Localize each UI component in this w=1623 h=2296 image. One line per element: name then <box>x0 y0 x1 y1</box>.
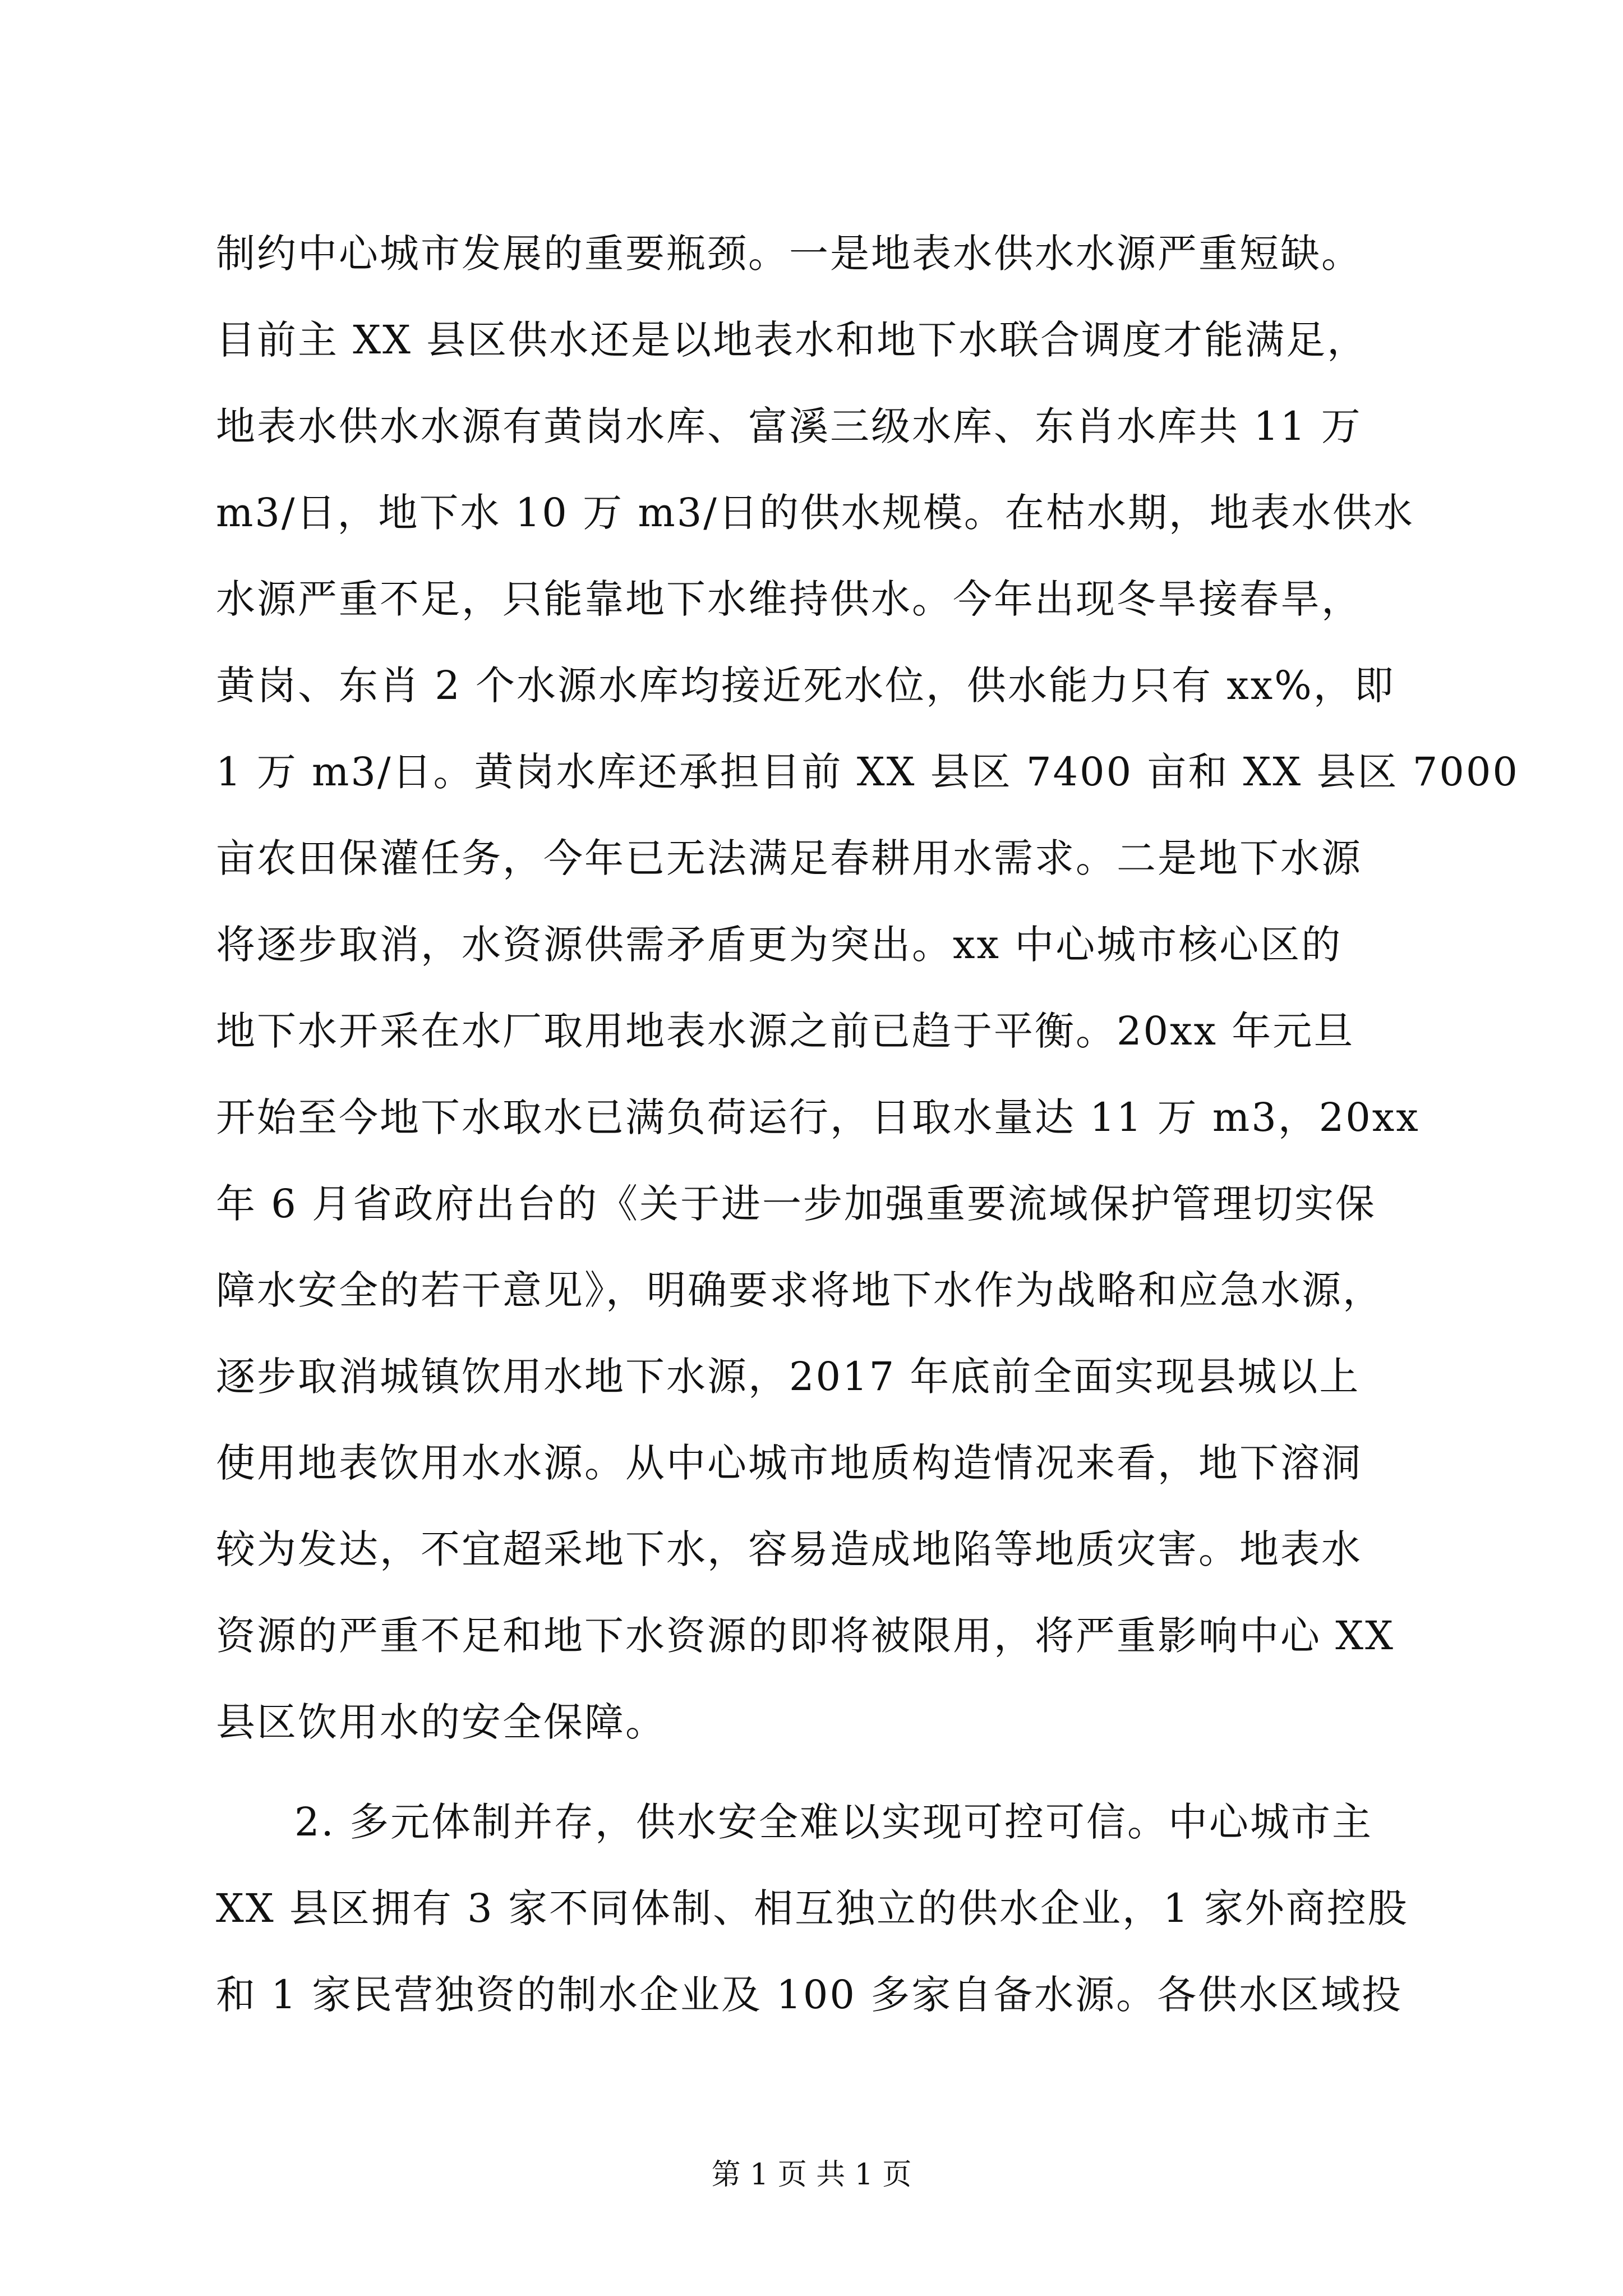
text-line: 年 6 月省政府出台的《关于进一步加强重要流域保护管理切实保 <box>216 1181 1377 1227</box>
paragraph-spacing <box>216 1765 1422 1779</box>
text-line: 1 万 m3/日。黄岗水库还承担目前 XX 县区 7400 亩和 XX 县区 7000 <box>216 749 1519 795</box>
text-line: 县区饮用水的安全保障。 <box>216 1699 666 1745</box>
document-body <box>216 210 1519 2038</box>
text-line: 地表水供水水源有黄岗水库、富溪三级水库、东肖水库共 11 万 <box>216 403 1362 449</box>
text-line: 资源的严重不足和地下水资源的即将被限用，将严重影响中心 XX <box>216 1613 1395 1659</box>
text-line: 地下水开采在水厂取用地表水源之前已趋于平衡。20xx 年元旦 <box>216 1008 1355 1054</box>
text-line: 目前主 XX 县区供水还是以地表水和地下水联合调度才能满足， <box>216 317 1368 363</box>
paragraph-1 <box>216 210 1519 1765</box>
text-line: 亩农田保灌任务，今年已无法满足春耕用水需求。二是地下水源 <box>216 835 1362 881</box>
text-line: m3/日，地下水 10 万 m3/日的供水规模。在枯水期，地表水供水 <box>216 490 1414 536</box>
text-line: 逐步取消城镇饮用水地下水源，2017 年底前全面实现县城以上 <box>216 1354 1361 1400</box>
page-footer <box>0 2155 1623 2194</box>
text-line: 将逐步取消，水资源供需矛盾更为突出。xx 中心城市核心区的 <box>216 922 1343 968</box>
text-line: 障水安全的若干意见》，明确要求将地下水作为战略和应急水源， <box>216 1267 1384 1313</box>
text-line: 开始至今地下水取水已满负荷运行，日取水量达 11 万 m3，20xx <box>216 1094 1420 1140</box>
text-line: XX 县区拥有 3 家不同体制、相互独立的供水企业，1 家外商控股 <box>216 1885 1409 1931</box>
text-line: 使用地表饮用水水源。从中心城市地质构造情况来看，地下溶洞 <box>216 1440 1362 1486</box>
text-line: 和 1 家民营独资的制水企业及 100 多家自备水源。各供水区域投 <box>216 1972 1403 2018</box>
paragraph-2 <box>216 1779 1422 2038</box>
page-number-label: 第 1 页 共 1 页 <box>711 2158 912 2192</box>
text-line: 2. 多元体制并存，供水安全难以实现可控可信。中心城市主 <box>294 1799 1373 1845</box>
text-line: 黄岗、东肖 2 个水源水库均接近死水位，供水能力只有 xx%，即 <box>216 662 1395 708</box>
text-line: 制约中心城市发展的重要瓶颈。一是地表水供水水源严重短缺。 <box>216 231 1362 277</box>
text-line: 较为发达，不宜超采地下水，容易造成地陷等地质灾害。地表水 <box>216 1526 1362 1572</box>
text-line: 水源严重不足，只能靠地下水维持供水。今年出现冬旱接春旱， <box>216 576 1362 622</box>
